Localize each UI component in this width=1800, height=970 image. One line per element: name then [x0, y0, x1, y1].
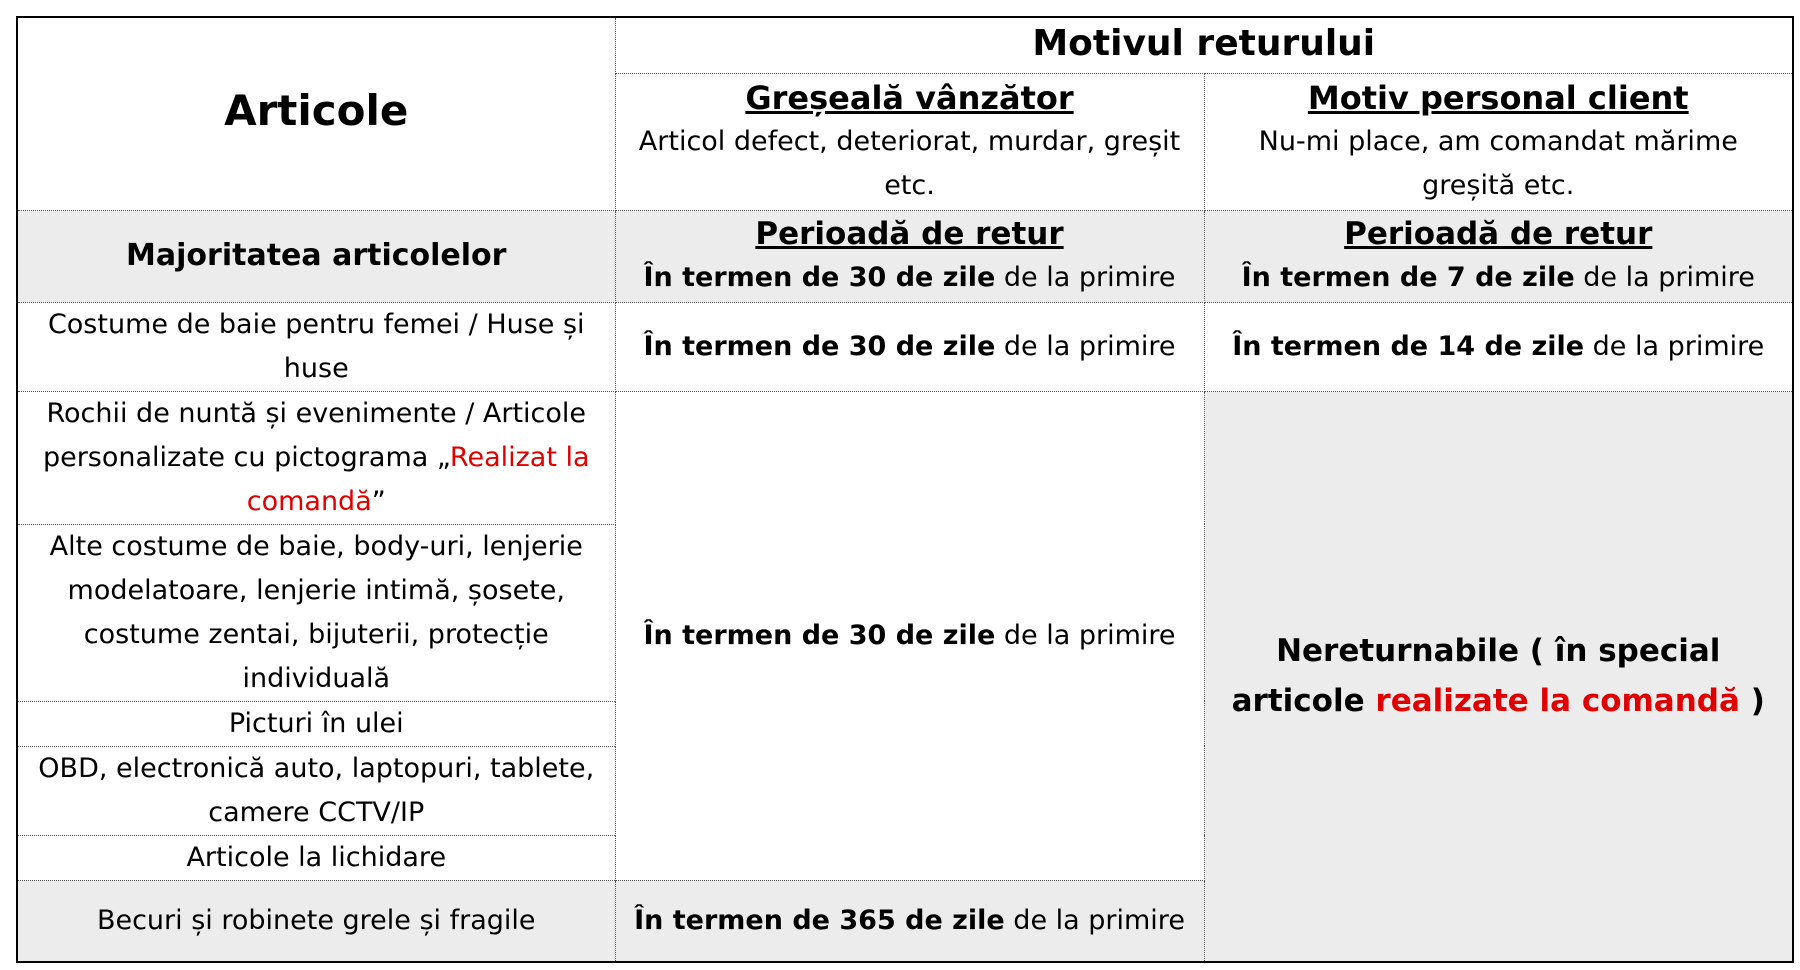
period-bold: În termen de 30 de zile [643, 330, 996, 362]
articles-title: Articole [224, 85, 409, 135]
custom-label-highlight: Realizat la comandă [246, 441, 590, 517]
period-bold: În termen de 30 de zile [643, 619, 996, 651]
non-returnable-close: ) [1739, 683, 1765, 720]
period-bold: În termen de 30 de zile [643, 262, 996, 293]
majority-label: Majoritatea articolelor [126, 237, 507, 273]
custom-label-text: Rochii de nuntă și evenimente / Articole personalizate cu pictograma „ [42, 397, 587, 473]
non-returnable-cell [1204, 391, 1793, 962]
seller-mistake-header [615, 73, 1204, 210]
bulbs-label: Becuri și robinete grele și fragile [17, 880, 615, 962]
period-rest: de la primire [995, 619, 1176, 651]
reason-header [615, 17, 1793, 73]
articles-header [17, 17, 615, 210]
return-policy-table [16, 16, 1794, 963]
period-rest: de la primire [1584, 330, 1765, 362]
reason-title: Motivul returului [1032, 22, 1376, 64]
group-seller-period [615, 391, 1204, 880]
bulbs-seller-period [615, 880, 1204, 962]
period-rest: de la primire [1574, 262, 1755, 293]
majority-client-period [1204, 210, 1793, 302]
non-returnable-text: Nereturnabile ( în special articole [1231, 633, 1721, 720]
majority-label-cell [17, 210, 615, 302]
client-reason-title: Motiv personal client [1307, 78, 1689, 117]
swimwear-label: Costume de baie pentru femei / Huse și huse [17, 302, 615, 391]
custom-items-label [17, 391, 615, 524]
period-bold: În termen de 365 de zile [634, 904, 1005, 936]
swimwear-client-period [1204, 302, 1793, 391]
other-item-row: Alte costume de baie, body-uri, lenjerie modelatoare, lenjerie intimă, șosete, costume zentai, bijuterii, protecție individuală [17, 524, 615, 701]
other-item-row: Articole la lichidare [17, 835, 615, 880]
period-rest: de la primire [995, 262, 1176, 293]
seller-mistake-title: Greșeală vânzător [745, 78, 1074, 117]
swimwear-seller-period [615, 302, 1204, 391]
period-label: Perioadă de retur [1344, 216, 1653, 252]
other-item-row: OBD, electronică auto, laptopuri, tablete, camere CCTV/IP [17, 746, 615, 835]
seller-mistake-desc: Articol defect, deteriorat, murdar, greșit etc. [638, 125, 1181, 201]
other-item-row: Picturi în ulei [17, 701, 615, 746]
custom-label-close: ” [371, 485, 386, 517]
non-returnable-highlight: realizate la comandă [1375, 683, 1740, 720]
client-reason-header [1204, 73, 1793, 210]
period-rest: de la primire [995, 330, 1176, 362]
period-rest: de la primire [1004, 904, 1185, 936]
period-bold: În termen de 7 de zile [1241, 262, 1575, 293]
majority-seller-period [615, 210, 1204, 302]
client-reason-desc: Nu-mi place, am comandat mărime greșită etc. [1258, 125, 1738, 201]
period-bold: În termen de 14 de zile [1232, 330, 1585, 362]
period-label: Perioadă de retur [755, 216, 1064, 252]
